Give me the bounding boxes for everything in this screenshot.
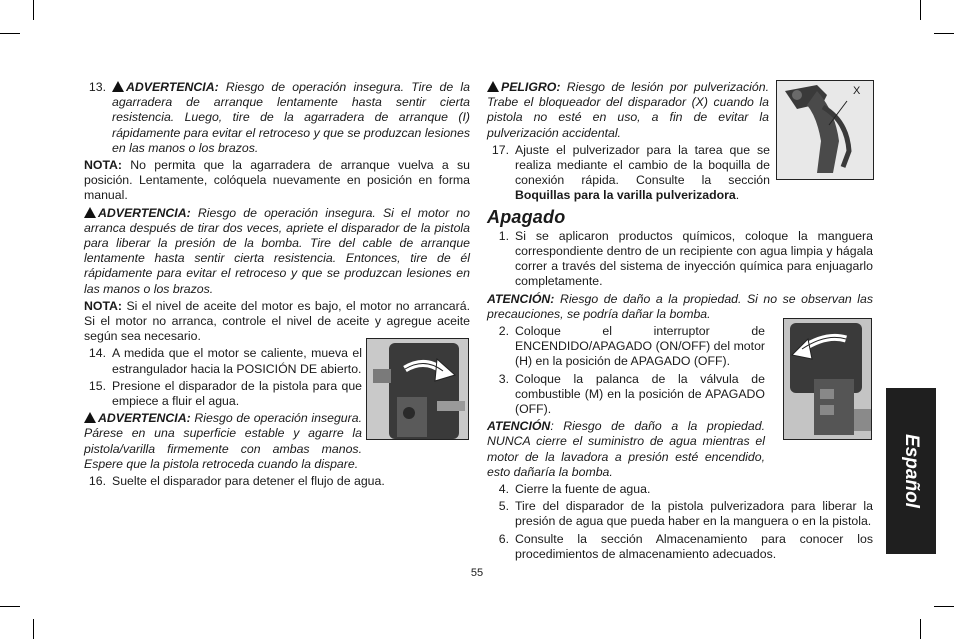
shutdown-step-6 (487, 532, 873, 562)
step-number: 3. (498, 371, 509, 386)
engine-switch-illustration (784, 319, 871, 439)
step-text: A medida que el motor se caliente, mueva el estrangulador hacia la POSICIÓN DE abierto. (112, 346, 362, 376)
step-13 (84, 80, 470, 156)
step-number: 13. (88, 80, 106, 94)
shutdown-step-1 (487, 229, 873, 290)
caution-text: Riesgo de daño a la propiedad. Si no se observan las precauciones, se podría dañar la bomba. (487, 291, 873, 321)
step-number: 2. (498, 324, 509, 339)
language-tab (886, 388, 936, 554)
page-number: 55 (470, 567, 484, 579)
crop-mark (0, 33, 20, 34)
language-tab-label: Español (901, 434, 922, 508)
warning-text: Riesgo de operación insegura. Tire de la agarradera de arranque lentamente hasta sentir cierta resistencia. Luego, tire de la agarradera de arranque (I) rápidamente para evitar el retroceso y que se produzcan lesiones en las manos o los brazos. (112, 80, 470, 155)
step-text: Coloque la palanca de la válvula de combustible (M) en la posición de APAGADO (OFF). (515, 371, 765, 417)
warning-icon (84, 412, 96, 423)
crop-mark (920, 0, 921, 20)
step-number: 17. (491, 142, 509, 157)
choke-lever-figure (366, 338, 469, 440)
warning-2 (84, 206, 470, 297)
section-reference: Boquillas para la varilla pulverizadora (515, 188, 736, 203)
step-text: Si se aplicaron productos químicos, coloque la manguera correspondiente dentro de un recipiente con agua limpia y hágala correr a través del sistema de inyección química para enjuagarlo completamente. (515, 228, 873, 289)
spray-gun-figure (776, 80, 874, 180)
step-number: 4. (498, 482, 509, 497)
step-number: 15. (88, 378, 106, 393)
shutdown-step-4 (487, 482, 873, 497)
note-label: NOTA: (84, 158, 123, 173)
warning-label: ADVERTENCIA: (98, 205, 191, 220)
warning-label: ADVERTENCIA: (126, 80, 219, 94)
warning-text: Riesgo de operación insegura. Si el motor no arranca después de tirar dos veces, apriete el disparador de la pistola para liberar la presión de la bomba. Tire del cable de arranque lentamente hasta sentir cierta resistencia. Entonces, tire de él rápidamente para evitar el retroceso y que se produzcan lesiones en las manos o los brazos. (84, 205, 470, 296)
note-text: No permita que la agarradera de arranque vuelva a su posición. Lentamente, colóquela nuevamente en posición en forma manual. (84, 158, 470, 203)
crop-mark (934, 33, 954, 34)
step-number: 5. (498, 499, 509, 514)
note-label: NOTA: (84, 298, 123, 313)
step-text: Tire del disparador de la pistola pulverizadora para liberar la presión de agua que pueda haber en la manguera o en la pistola. (515, 499, 873, 529)
crop-mark (33, 0, 34, 20)
step-text: Suelte el disparador para detener el flujo de agua. (112, 474, 385, 489)
engine-switch-figure (783, 318, 872, 440)
step-number: 14. (88, 346, 106, 361)
callout-x: X (853, 85, 861, 97)
crop-mark (920, 619, 921, 639)
warning-text: Riesgo de operación insegura. Párese en una superficie estable y agarre la pistola/varilla firmemente con ambas manos. Espere que la pistola retroceda cuando la dispare. (84, 411, 362, 471)
step-16 (84, 474, 470, 489)
caution-label: ATENCIÓN: (487, 291, 555, 306)
step-number: 1. (498, 228, 509, 243)
danger-label: PELIGRO: (501, 80, 561, 94)
step-text: Coloque el interruptor de ENCENDIDO/APAGADO (ON/OFF) del motor (H) en la posición de APAGADO (OFF). (515, 324, 765, 369)
crop-mark (934, 606, 954, 607)
step-text-end: . (735, 188, 740, 203)
step-text: Ajuste el pulverizador para la tarea que se realiza mediante el cambio de la boquilla de conexión rápida. Consulte la sección (515, 142, 770, 188)
crop-mark (33, 619, 34, 639)
shutdown-step-5 (487, 499, 873, 529)
section-heading: Apagado (487, 206, 566, 227)
step-text: Cierre la fuente de agua. (515, 482, 651, 497)
note-text: Si el nivel de aceite del motor es bajo, el motor no arrancará. Si el motor no arranca, controle el nivel de aceite y agregue aceite según sea necesario. (84, 298, 470, 344)
note-1 (84, 158, 470, 204)
danger-text: Riesgo de lesión por pulverización. Trabe el bloqueador del disparador (X) cuando la pistola no esté en uso, a fin de evitar la pulverización accidental. (487, 80, 769, 140)
warning-icon (112, 81, 124, 92)
warning-icon (84, 207, 96, 218)
danger-icon (487, 81, 499, 92)
step-text: Presione el disparador de la pistola para que empiece a fluir el agua. (112, 378, 362, 409)
step-text: Consulte la sección Almacenamiento para conocer los procedimientos de almacenamiento adecuados. (515, 531, 873, 561)
warning-label: ADVERTENCIA: (98, 411, 191, 426)
caution-label: ATENCIÓN (487, 419, 551, 434)
engine-illustration (367, 339, 468, 439)
caution-text: : Riesgo de daño a la propiedad. NUNCA cierre el suministro de agua mientras el motor de la lavadora a presión esté encendido, esto dañaría la bomba. (487, 419, 765, 479)
step-number: 16. (88, 474, 106, 489)
step-number: 6. (498, 531, 509, 546)
crop-mark (0, 606, 20, 607)
